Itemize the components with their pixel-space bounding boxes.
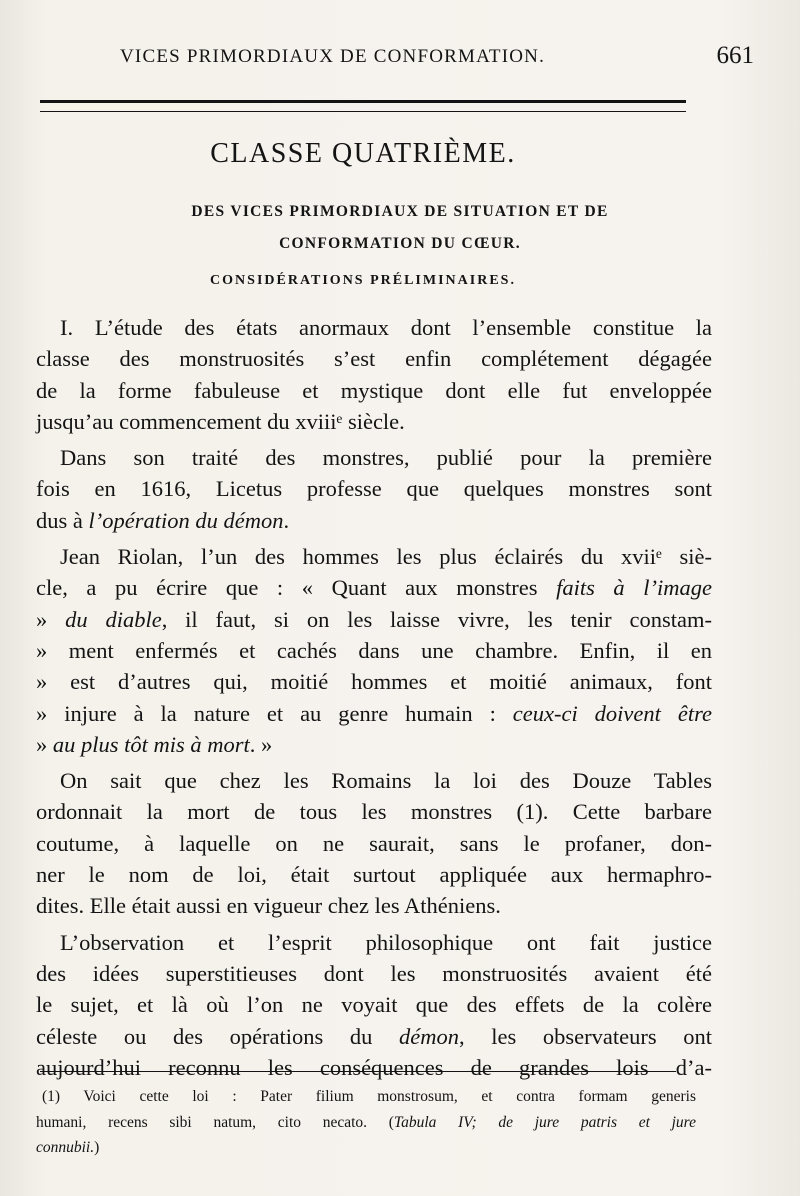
section-heading: CONSIDÉRATIONS PRÉLIMINAIRES. — [210, 273, 516, 288]
text-run: Dans son traité des monstres, publié pour la première — [60, 445, 712, 471]
paragraph-line — [36, 312, 712, 343]
paragraph-line — [36, 698, 712, 729]
text-run: ) — [94, 1139, 100, 1156]
text-run: dus à — [36, 507, 89, 533]
text-run: ner le nom de loi, était surtout appliquée aux hermaphro- — [36, 862, 712, 888]
italic-text: du diable — [65, 606, 162, 632]
paragraph-line — [36, 473, 712, 504]
paragraph-line — [36, 572, 712, 603]
italic-text: ceux-ci doivent être — [512, 700, 712, 726]
paragraph-line — [36, 859, 712, 890]
italic-text: faits à l’image — [556, 575, 712, 601]
text-run: fois en 1616, Licetus professe que quelques monstres sont — [36, 476, 712, 502]
text-run: . — [283, 507, 290, 533]
paragraph-line — [36, 989, 712, 1020]
paragraph-line — [36, 505, 712, 536]
footnote-rule — [40, 1071, 676, 1072]
text-run: Jean Riolan, l’un des hommes les plus éclairés du xviiᵉ siè- — [60, 544, 712, 570]
text-run: humani, recens sibi natum, cito necato. ( — [36, 1113, 394, 1131]
paragraph-line — [36, 729, 712, 760]
footnote-line — [36, 1110, 696, 1136]
text-run: » injure à la nature et au genre humain : — [36, 700, 513, 726]
class-title: CLASSE QUATRIÈME. — [210, 138, 516, 169]
footnote-line — [36, 1135, 696, 1161]
paragraph-line — [36, 1021, 712, 1052]
text-run: » — [36, 731, 53, 757]
subtitle — [80, 196, 720, 260]
italic-text: au plus tôt mis à mort — [52, 731, 250, 757]
paragraph-line — [36, 442, 712, 473]
paragraph-line — [36, 604, 712, 635]
text-run: aujourd’hui reconnu les conséquences de grandes lois d’a- — [36, 1054, 712, 1080]
page-number: 661 — [716, 42, 754, 69]
italic-text: connubii. — [36, 1139, 95, 1156]
text-run: . » — [249, 731, 273, 757]
paragraph-line — [36, 666, 712, 697]
text-run: coutume, à laquelle on ne saurait, sans le profaner, don- — [36, 830, 712, 856]
footnotes — [36, 1084, 696, 1161]
text-run: » ment enfermés et cachés dans une chambre. Enfin, il en — [36, 637, 712, 663]
text-run: On sait que chez les Romains la loi des Douze Tables — [60, 768, 712, 794]
text-run: dites. Elle était aussi en vigueur chez les Athéniens. — [36, 893, 501, 919]
running-head — [36, 40, 760, 76]
paragraph-line — [36, 1052, 712, 1083]
paragraph-line — [36, 343, 712, 374]
italic-text: démon — [399, 1023, 460, 1049]
text-run: le sujet, et là où l’on ne voyait que des effets de la colère — [36, 992, 712, 1018]
text-run: » est d’autres qui, moitié hommes et moitié animaux, font — [36, 669, 712, 695]
paragraph-line — [36, 958, 712, 989]
italic-text: Tabula IV; de jure patris et jure — [393, 1113, 696, 1131]
text-run: classe des monstruosités s’est enfin complétement dégagée — [36, 346, 712, 372]
paragraph-line — [36, 765, 712, 796]
double-rule-divider — [40, 100, 686, 112]
text-run: cle, a pu écrire que : « Quant aux monstres — [36, 575, 557, 601]
paragraph-line — [36, 541, 712, 572]
text-run: céleste ou des opérations du — [36, 1023, 400, 1049]
italic-text: l’opération du démon — [88, 507, 284, 533]
footnote-line — [36, 1084, 696, 1110]
body-text — [36, 312, 712, 1083]
subtitle-line: DES VICES PRIMORDIAUX DE SITUATION ET DE — [191, 203, 609, 220]
paragraph-line — [36, 406, 712, 437]
text-run: L’observation et l’esprit philosophique ont fait justice — [60, 929, 712, 955]
text-run: des idées superstitieuses dont les monstruosités avaient été — [36, 960, 712, 986]
paragraph-line — [36, 796, 712, 827]
paragraph-line — [36, 635, 712, 666]
text-run: jusqu’au commencement du xviiiᵉ siècle. — [36, 408, 405, 434]
paragraph-line — [36, 890, 712, 921]
text-run: (1) Voici cette loi : Pater filium monstrosum, et contra formam generis — [42, 1088, 696, 1105]
text-run: , il faut, si on les laisse vivre, les tenir constam- — [161, 606, 712, 632]
running-title: VICES PRIMORDIAUX DE CONFORMATION. — [120, 46, 546, 67]
paragraph-line — [36, 828, 712, 859]
paragraph-line — [36, 375, 712, 406]
text-run: I. L’étude des états anormaux dont l’ensemble constitue la — [60, 315, 712, 340]
paragraph-line — [36, 927, 712, 958]
text-run: » — [36, 606, 66, 632]
text-run: ordonnait la mort de tous les monstres (1). Cette barbare — [36, 799, 712, 825]
subtitle-line: CONFORMATION DU CŒUR. — [279, 235, 521, 252]
text-run: , les observateurs ont — [459, 1023, 712, 1049]
text-run: de la forme fabuleuse et mystique dont elle fut enveloppée — [36, 377, 712, 403]
